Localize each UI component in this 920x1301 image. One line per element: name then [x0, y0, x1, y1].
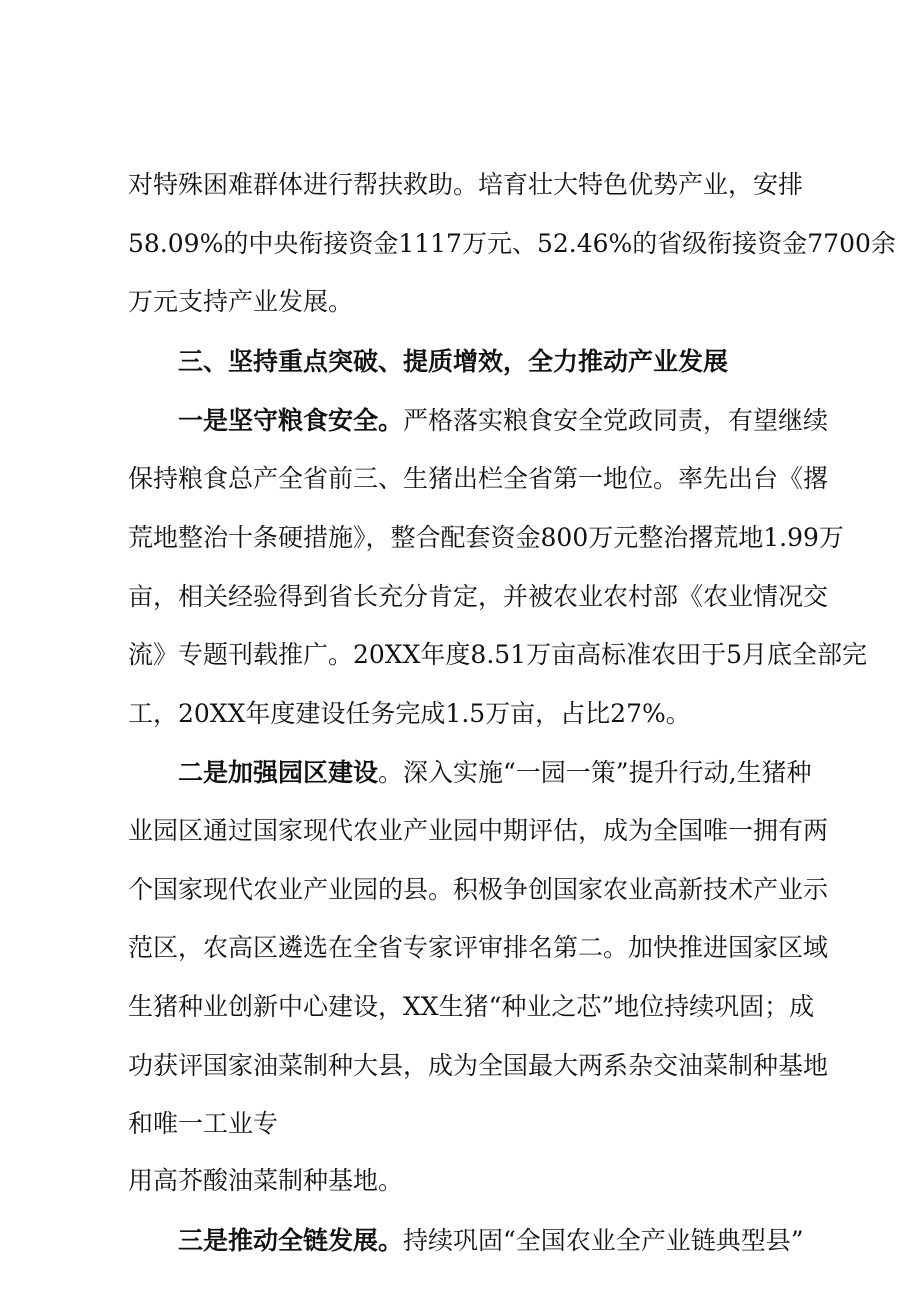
line-text: 。深入实施“一园一策”提升行动,生猪种 [378, 758, 812, 787]
line-text: 严格落实粮食安全党政同责，有望继续 [403, 406, 829, 435]
body-line [128, 582, 828, 612]
line-text: 亩，相关经验得到省长充分肯定，并被农业农村部《农业情况交 [128, 582, 829, 611]
line-text: 对特殊困难群体进行帮扶救助。培育壮大特色优势产业，安排 [128, 170, 804, 199]
body-line [128, 287, 353, 317]
paragraph-first-line [178, 758, 812, 788]
line-text: 保持粮食总产全省前三、生猪出栏全省第一地位。率先出台《撂 [128, 464, 829, 493]
body-line [128, 229, 896, 259]
line-text: 个国家现代农业产业园的县。积极争创国家农业高新技术产业示 [128, 875, 829, 904]
line-text: 万元支持产业发展。 [128, 287, 354, 316]
paragraph-lead: 三是推动全链发展。 [178, 1226, 404, 1255]
line-text: 和唯一工业专 [128, 1109, 279, 1138]
line-text: 58.09%的中央衔接资金1117万元、52.46%的省级衔接资金7700余 [128, 229, 896, 258]
line-text: 业园区通过国家现代农业产业园中期评估，成为全国唯一拥有两 [128, 816, 829, 845]
line-text: 持续巩固“全国农业全产业链典型县” [403, 1226, 804, 1255]
paragraph-lead: 一是坚守粮食安全。 [178, 406, 404, 435]
body-line [128, 464, 828, 494]
body-line [128, 523, 844, 553]
paragraph-first-line [178, 1226, 804, 1256]
line-text [128, 1262, 828, 1291]
body-line [128, 816, 828, 846]
heading-text: 三、坚持重点突破、提质增效，全力推动产业发展 [178, 347, 729, 376]
line-text: 流》专题刊载推广。20XX年度8.51万亩高标准农田于5月底全部完 [128, 640, 867, 669]
body-line [128, 992, 814, 1022]
body-line [128, 933, 828, 963]
body-line [128, 699, 691, 729]
body-line [128, 1166, 403, 1196]
line-text: 荒地整治十条硬措施》，整合配套资金800万元整治撂荒地1.99万 [128, 523, 844, 552]
line-text: 用高芥酸油菜制种基地。 [128, 1166, 404, 1195]
line-text: 功获评国家油菜制种大县，成为全国最大两系杂交油菜制种基地 [128, 1051, 829, 1080]
body-line [128, 875, 828, 905]
line-text: 范区，农高区遴选在全省专家评审排名第二。加快推进国家区域 [128, 933, 829, 962]
body-line [128, 1109, 278, 1139]
body-line [128, 170, 803, 200]
paragraph-lead: 二是加强园区建设 [178, 758, 379, 787]
line-text: 生猪种业创新中心建设，XX生猪“种业之芯”地位持续巩固；成 [128, 992, 815, 1021]
line-text: 工，20XX年度建设任务完成1.5万亩，占比27%。 [128, 699, 691, 728]
body-line [128, 640, 867, 670]
body-line [128, 1051, 828, 1081]
paragraph-first-line [178, 406, 828, 436]
section-heading [178, 347, 728, 377]
